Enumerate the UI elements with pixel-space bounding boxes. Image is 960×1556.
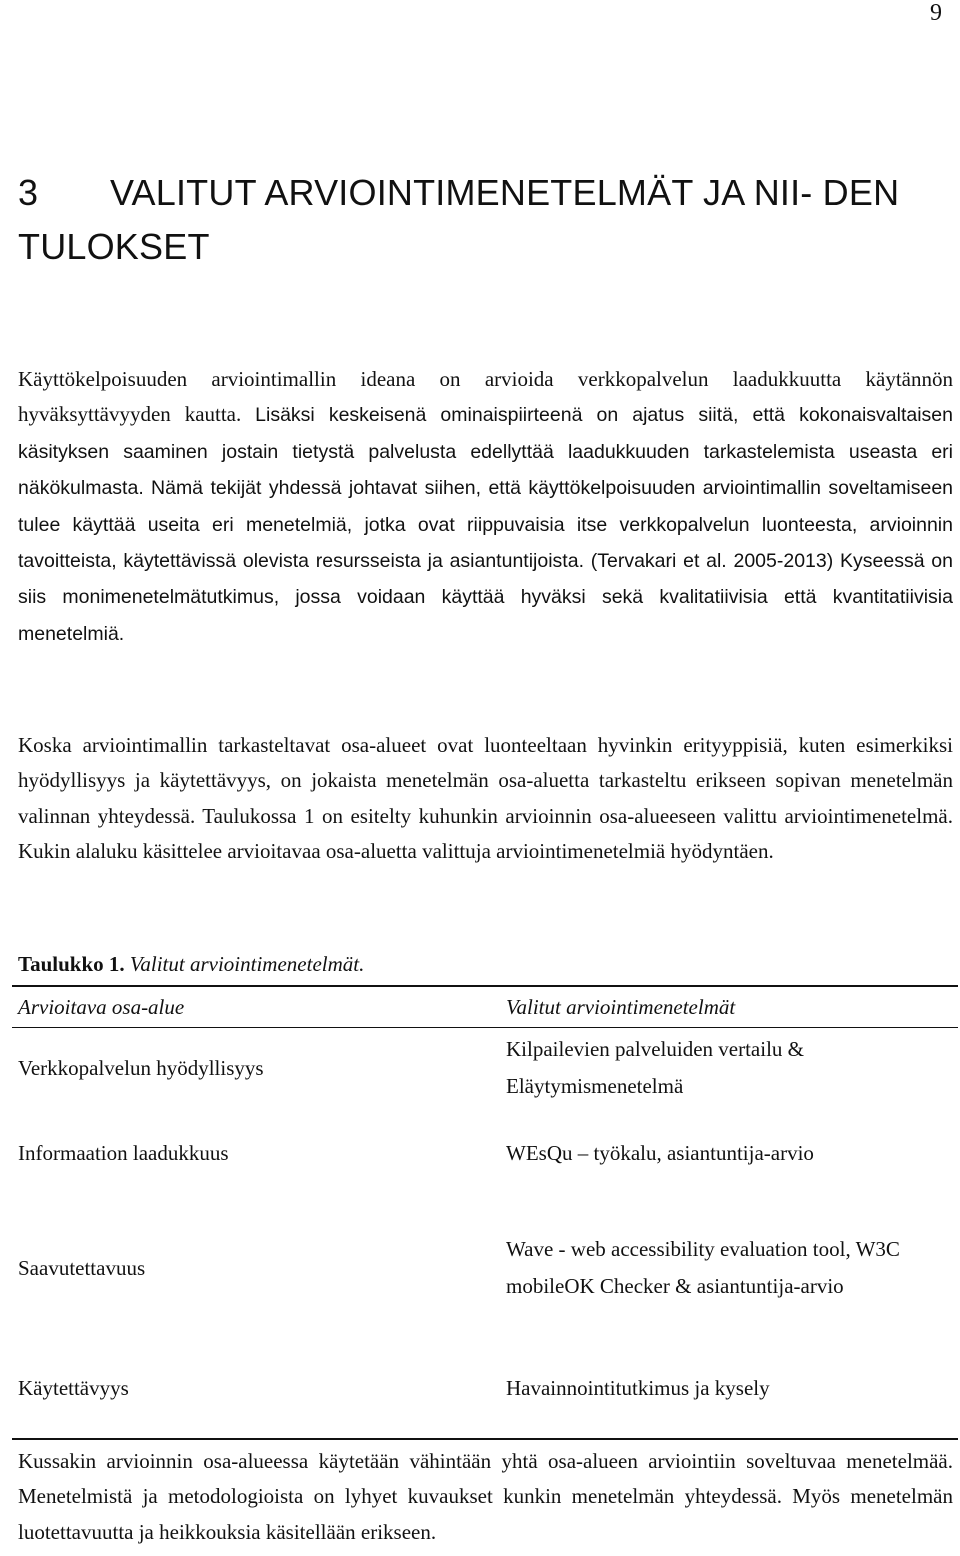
- paragraph-intro-sans: Lisäksi keskeisenä ominaispiirteenä on ajatus siitä, että kokonaisvaltaisen käsityksen saaminen jostain tietystä palvelusta edellyttää laadukkuuden tarkastelemista useasta eri näkökulmasta.: [18, 404, 953, 500]
- paragraph-methods: Koska arviointimallin tarkasteltavat osa-alueet ovat luonteeltaan hyvinkin erityyppisiä, kuten esimerkiksi hyödyllisyys ja käytettävyys, on jokaista menetelmän osa-aluetta tarkasteltu erikseen sopivan menetelmän valinnan yhteydessä. Taulukossa 1 on esitelty kuhunkin arvioinnin osa-alueeseen valittu arviointimenetelmä. Kukin alaluku käsittelee arvioitavaa osa-aluetta valittuja arviointimenetelmiä hyödyntäen.: [18, 733, 953, 864]
- table-cell-area: Saavutettavuus: [18, 1255, 146, 1280]
- table-header-area: Arvioitava osa-alue: [12, 986, 484, 1028]
- paragraph-intro-rest: Nämä tekijät yhdessä johtavat siihen, että käyttökelpoisuuden arviointimallin soveltamiseen tulee käyttää useita eri menetelmiä, jotka ovat riippuvaisia itse verkkopalvelun luonteesta, arvioinnin tavoitteista, käytettävissä olevista resursseista ja asiantuntijoista. (Tervakari et al. 2005-2013) Kyseessä on siis monimenetelmätutkimus, jossa voidaan käyttää hyväksi sekä kvalitatiivisia että kvantitatiivisia menetelmiä.: [18, 477, 954, 645]
- paragraph-intro: [18, 362, 953, 652]
- table-cell-methods: Wave - web accessibility evaluation tool, W3C mobileOK Checker & asiantuntija-arvio: [506, 1237, 900, 1298]
- chapter-title-text: VALITUT ARVIOINTIMENETELMÄT JA NII- DEN TULOKSET: [18, 172, 900, 267]
- table-caption-label: Taulukko 1.: [18, 952, 125, 976]
- table-row: [12, 1198, 958, 1338]
- table-cell-methods: WEsQu – työkalu, asiantuntija-arvio: [506, 1140, 814, 1165]
- page-number: 9: [930, 0, 942, 26]
- table-cell-area: Käytettävyys: [12, 1338, 484, 1439]
- chapter-number: 3: [18, 172, 39, 213]
- paragraph-intro-serif: Käyttökelpoisuuden arviointimallin ideana on arvioida verkkopalvelun laadukkuutta käytännön hyväksyttävyyden kautta.: [18, 367, 953, 427]
- table-cell-area: Informaation laadukkuus: [18, 1140, 229, 1165]
- table-header-methods: Valitut arviointimenetelmät: [484, 986, 958, 1028]
- table-cell-methods: Havainnointitutkimus ja kysely: [484, 1338, 958, 1439]
- paragraph-conclusion: Kussakin arvioinnin osa-alueessa käytetään vähintään yhtä osa-alueen arviointiin soveltuvaa menetelmää. Menetelmistä ja metodologioista on lyhyet kuvaukset kunkin menetelmän yhteydessä. Myös menetelmän luotettavuutta ja heikkouksia käsitellään erikseen.: [18, 1449, 953, 1544]
- table-cell-area: Verkkopalvelun hyödyllisyys: [18, 1055, 264, 1080]
- table-row: [12, 1028, 958, 1109]
- table-cell-methods: Kilpailevien palveluiden vertailu & Eläytymismenetelmä: [506, 1037, 804, 1098]
- table-row: [12, 1108, 958, 1198]
- methods-table: [12, 985, 958, 1440]
- table-row: [12, 1338, 958, 1439]
- table-caption-text: Valitut arviointimenetelmät.: [129, 952, 365, 976]
- table-caption: [18, 950, 364, 978]
- chapter-title: [18, 166, 918, 274]
- table-header-row: [12, 986, 958, 1028]
